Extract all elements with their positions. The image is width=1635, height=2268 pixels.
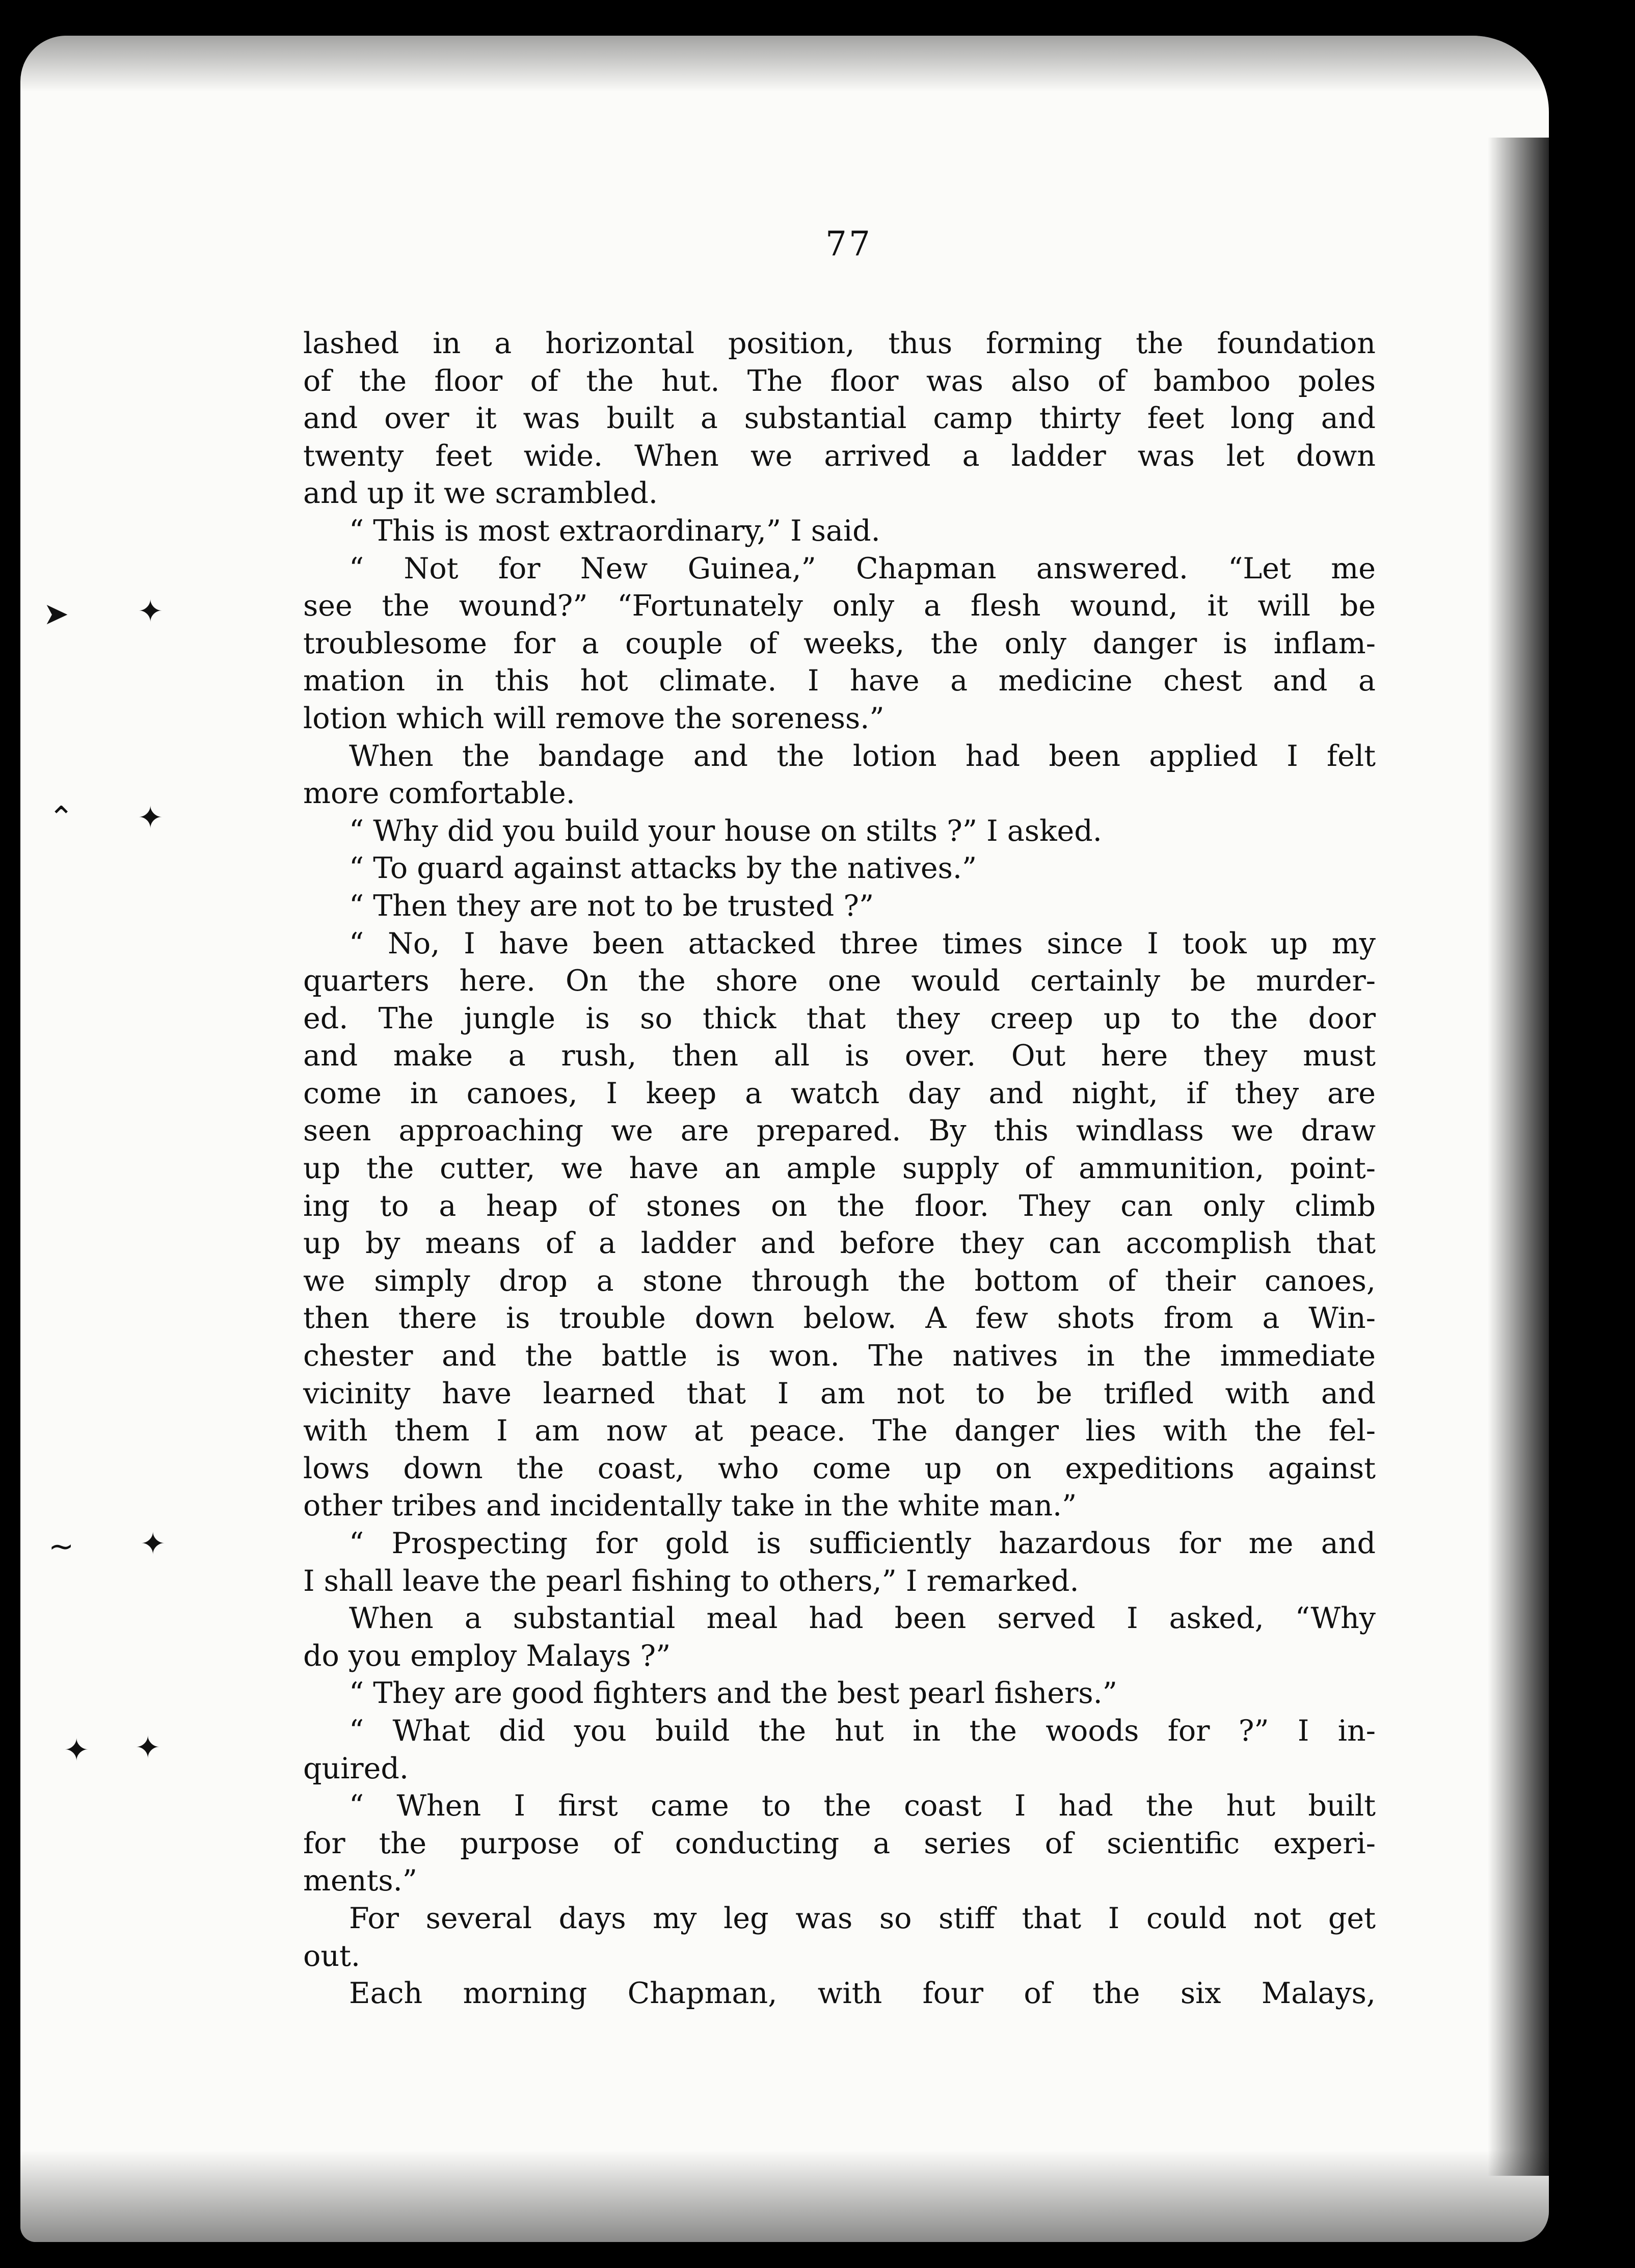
text-line: and over it was built a substantial camp thirty feet long and	[303, 402, 1376, 436]
text-line: mation in this hot climate. I have a medicine chest and a	[303, 664, 1376, 698]
text-line: I shall leave the pearl fishing to others,” I remarked.	[303, 1564, 1079, 1598]
text-line: seen approaching we are prepared. By this windlass we draw	[303, 1114, 1376, 1148]
text-line: When the bandage and the lotion had been applied I felt	[349, 739, 1376, 773]
page-body-text	[303, 325, 1376, 2013]
text-line: out.	[303, 1939, 361, 1973]
text-line: ments.”	[303, 1864, 417, 1898]
scan-shadow-right	[1488, 138, 1549, 2176]
text-line: ed. The jungle is so thick that they creep up to the door	[303, 1001, 1376, 1035]
text-line: of the floor of the hut. The floor was also of bamboo poles	[303, 364, 1376, 398]
book-page	[20, 36, 1549, 2242]
text-line: When a substantial meal had been served I asked, “Why	[349, 1602, 1376, 1636]
text-line: “ Why did you build your house on stilts ?” I asked.	[349, 814, 1102, 848]
text-line: for the purpose of conducting a series of scientific experi-	[303, 1826, 1376, 1860]
binding-mark-icon: ✦	[64, 1732, 90, 1768]
text-line: up by means of a ladder and before they can accomplish that	[303, 1226, 1376, 1261]
binding-mark-icon: ➤	[43, 596, 69, 632]
text-line: lotion which will remove the soreness.”	[303, 701, 884, 735]
text-line: “ They are good fighters and the best pearl fishers.”	[349, 1676, 1117, 1711]
text-line: quarters here. On the shore one would certainly be murder-	[303, 964, 1376, 998]
binding-mark-icon: ∼	[48, 1529, 74, 1564]
binding-mark-icon: ✦	[140, 1526, 166, 1562]
scan-shadow-bottom	[20, 2150, 1549, 2242]
text-line: ing to a heap of stones on the floor. They can only climb	[303, 1189, 1376, 1223]
text-line: “ Not for New Guinea,” Chapman answered. “Let me	[349, 551, 1376, 585]
text-line: “ What did you build the hut in the woods for ?” I in-	[349, 1714, 1376, 1748]
text-line: “ No, I have been attacked three times since I took up my	[349, 926, 1376, 960]
text-line: “ This is most extraordinary,” I said.	[349, 514, 880, 548]
text-line: do you employ Malays ?”	[303, 1639, 671, 1673]
text-line: troublesome for a couple of weeks, the only danger is inflam-	[303, 626, 1376, 660]
page-number: 77	[825, 224, 872, 263]
text-line: “ When I first came to the coast I had the hut built	[349, 1789, 1376, 1823]
text-line: then there is trouble down below. A few shots from a Win-	[303, 1301, 1376, 1336]
text-line: and make a rush, then all is over. Out here they must	[303, 1039, 1376, 1073]
text-line: with them I am now at peace. The danger lies with the fel-	[303, 1414, 1376, 1448]
text-line: come in canoes, I keep a watch day and night, if they are	[303, 1076, 1376, 1110]
text-line: vicinity have learned that I am not to be trifled with and	[303, 1376, 1376, 1410]
binding-mark-icon: ✦	[138, 594, 164, 629]
text-line: quired.	[303, 1751, 409, 1785]
text-line: “ Then they are not to be trusted ?”	[349, 889, 874, 923]
text-line: For several days my leg was so stiff that I could not get	[349, 1901, 1376, 1935]
binding-mark-icon: ✦	[135, 1730, 161, 1766]
text-line: more comfortable.	[303, 777, 575, 811]
text-line: lows down the coast, who come up on expeditions against	[303, 1451, 1376, 1485]
text-line: chester and the battle is won. The natives in the immediate	[303, 1339, 1376, 1373]
text-line: twenty feet wide. When we arrived a ladder was let down	[303, 439, 1376, 473]
scan-shadow-top	[20, 36, 1549, 92]
text-line: other tribes and incidentally take in the white man.”	[303, 1489, 1077, 1523]
text-line: and up it we scrambled.	[303, 476, 658, 511]
text-line: lashed in a horizontal position, thus forming the foundation	[303, 327, 1376, 360]
text-line: Each morning Chapman, with four of the six Malays,	[349, 1977, 1376, 2011]
binding-mark-icon: ⌃	[48, 800, 74, 836]
text-line: up the cutter, we have an ample supply of ammunition, point-	[303, 1152, 1376, 1186]
text-line: see the wound?” “Fortunately only a flesh wound, it will be	[303, 589, 1376, 623]
text-line: “ To guard against attacks by the natives.”	[349, 851, 977, 886]
text-line: we simply drop a stone through the bottom of their canoes,	[303, 1264, 1376, 1298]
binding-mark-icon: ✦	[138, 800, 164, 836]
text-line: “ Prospecting for gold is sufficiently hazardous for me and	[349, 1527, 1376, 1560]
